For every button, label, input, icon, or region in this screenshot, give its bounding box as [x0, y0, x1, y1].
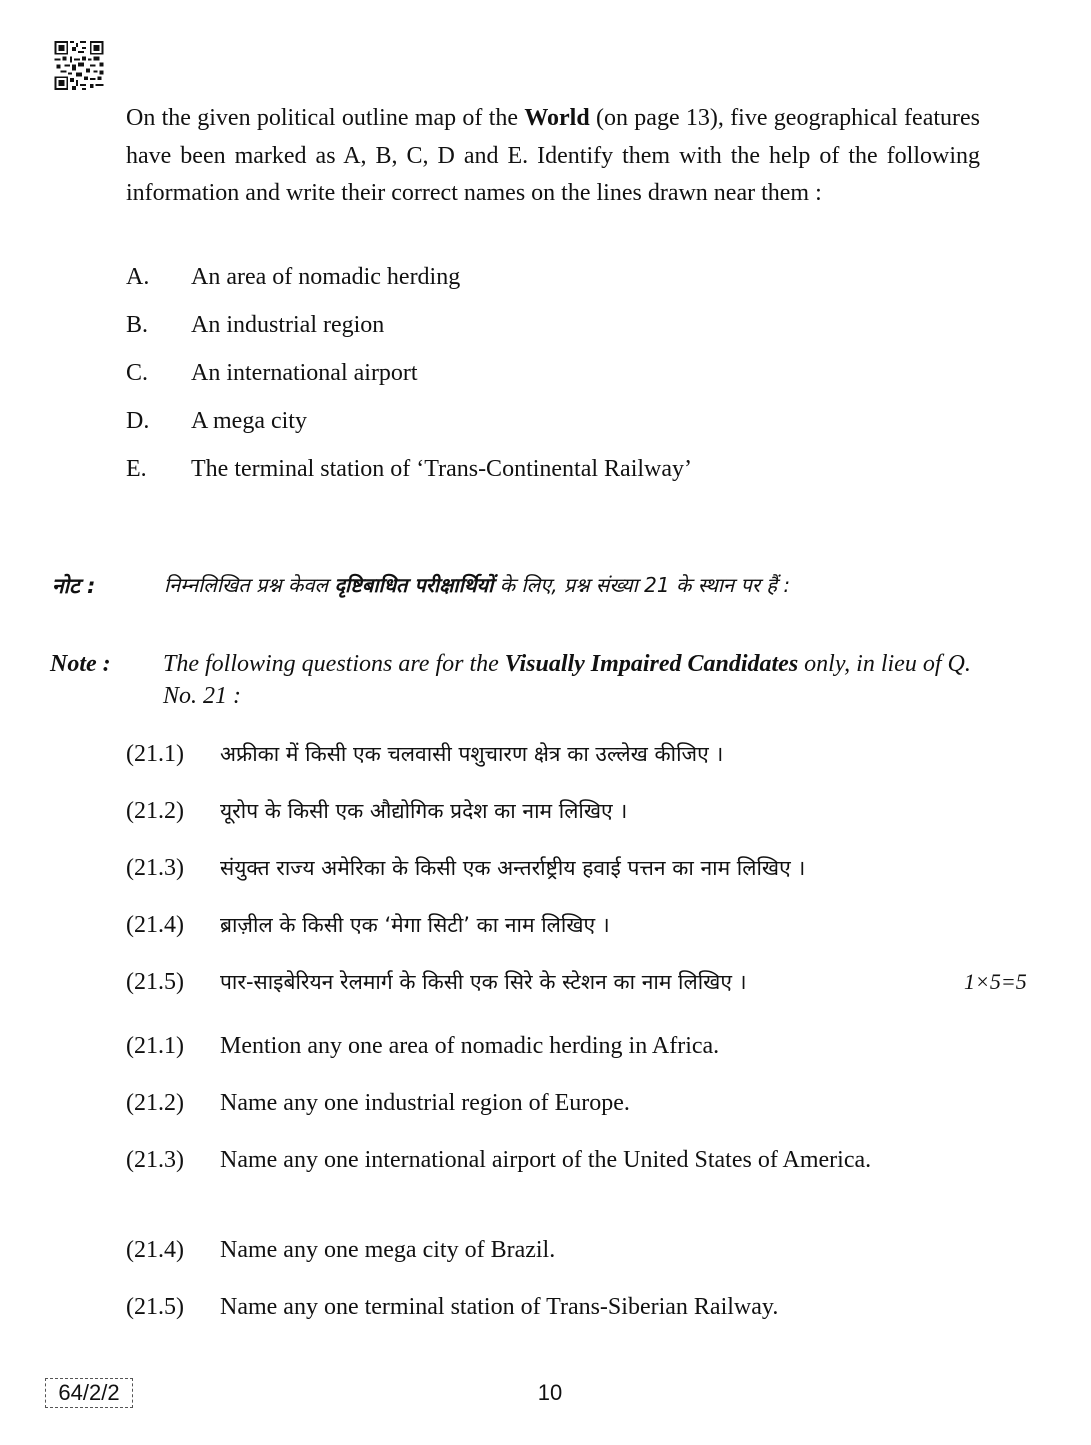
marks-allocation: 1×5=5: [964, 969, 1027, 994]
note-english-end: only, in lieu of Q. No. 21 :: [163, 651, 971, 709]
list-item-text: An industrial region: [191, 312, 385, 338]
note-english-bold: Visually Impaired Candidates: [504, 651, 799, 677]
question-number: (21.1): [126, 1033, 184, 1059]
list-item: [126, 308, 986, 356]
question-text: Name any one terminal station of Trans-Siberian Railway.: [220, 1294, 779, 1320]
note-hindi-end: के लिए, प्रश्न संख्या 21 के स्थान पर हैं :: [493, 573, 791, 597]
question-text: ब्राज़ील के किसी एक ‘मेगा सिटी’ का नाम लिखिए ।: [220, 913, 610, 937]
question-text: Mention any one area of nomadic herding in Africa.: [220, 1033, 720, 1059]
list-item-text: The terminal station of ‘Trans-Continental Railway’: [191, 456, 693, 482]
list-item: [126, 260, 986, 308]
question-number: (21.1): [126, 741, 184, 767]
note-hindi-bold: दृष्टिबाधित परीक्षार्थियों: [334, 573, 494, 597]
note-hindi-start: निम्नलिखित प्रश्न केवल: [164, 573, 335, 597]
question-number: (21.2): [126, 798, 184, 824]
question-number: (21.2): [126, 1090, 184, 1116]
question-text: Name any one mega city of Brazil.: [220, 1237, 556, 1263]
qr-code-icon: [54, 41, 104, 90]
list-item-letter: D.: [126, 408, 150, 434]
question-intro: [126, 100, 980, 213]
question-text: Name any one international airport of the United States of America.: [220, 1147, 872, 1173]
question-text: पार-साइबेरियन रेलमार्ग के किसी एक सिरे के स्टेशन का नाम लिखिए ।: [220, 970, 747, 994]
question-number: (21.4): [126, 912, 184, 938]
intro-text-end: (on page 13), five geographical features have been marked as A, B, C, D and E. Identify them with the help of the following information and write their correct names on the lines drawn near them :: [126, 105, 980, 206]
list-item: [126, 404, 986, 452]
question-text: Name any one industrial region of Europe.: [220, 1090, 630, 1116]
list-item-letter: B.: [126, 312, 149, 338]
paper-code: 64/2/2: [45, 1378, 133, 1408]
list-item: [126, 452, 986, 500]
question-number: (21.5): [126, 1294, 184, 1320]
list-item-letter: E.: [126, 456, 147, 482]
list-item: [126, 356, 986, 404]
note-english-start: The following questions are for the: [163, 651, 505, 677]
page-number: 10: [537, 1380, 563, 1405]
list-item-text: An international airport: [191, 360, 418, 386]
question-text: संयुक्त राज्य अमेरिका के किसी एक अन्तर्राष्ट्रीय हवाई पत्तन का नाम लिखिए ।: [220, 856, 806, 880]
list-item-letter: A.: [126, 264, 150, 290]
question-number: (21.3): [126, 1147, 184, 1173]
question-text: अफ्रीका में किसी एक चलवासी पशुचारण क्षेत्र का उल्लेख कीजिए ।: [220, 742, 724, 766]
question-text: यूरोप के किसी एक औद्योगिक प्रदेश का नाम लिखिए ।: [220, 799, 628, 823]
list-item-text: A mega city: [191, 408, 307, 434]
feature-list: [126, 260, 986, 500]
list-item-letter: C.: [126, 360, 149, 386]
note-english-label: Note :: [50, 651, 111, 677]
question-number: (21.3): [126, 855, 184, 881]
note-hindi-label: नोट :: [52, 574, 96, 598]
note-hindi-text: [164, 569, 984, 602]
intro-text-start: On the given political outline map of the: [126, 105, 525, 131]
intro-bold-word: World: [524, 105, 590, 131]
list-item-text: An area of nomadic herding: [191, 264, 461, 290]
note-english-text: [163, 648, 983, 712]
question-number: (21.5): [126, 969, 184, 995]
question-number: (21.4): [126, 1237, 184, 1263]
